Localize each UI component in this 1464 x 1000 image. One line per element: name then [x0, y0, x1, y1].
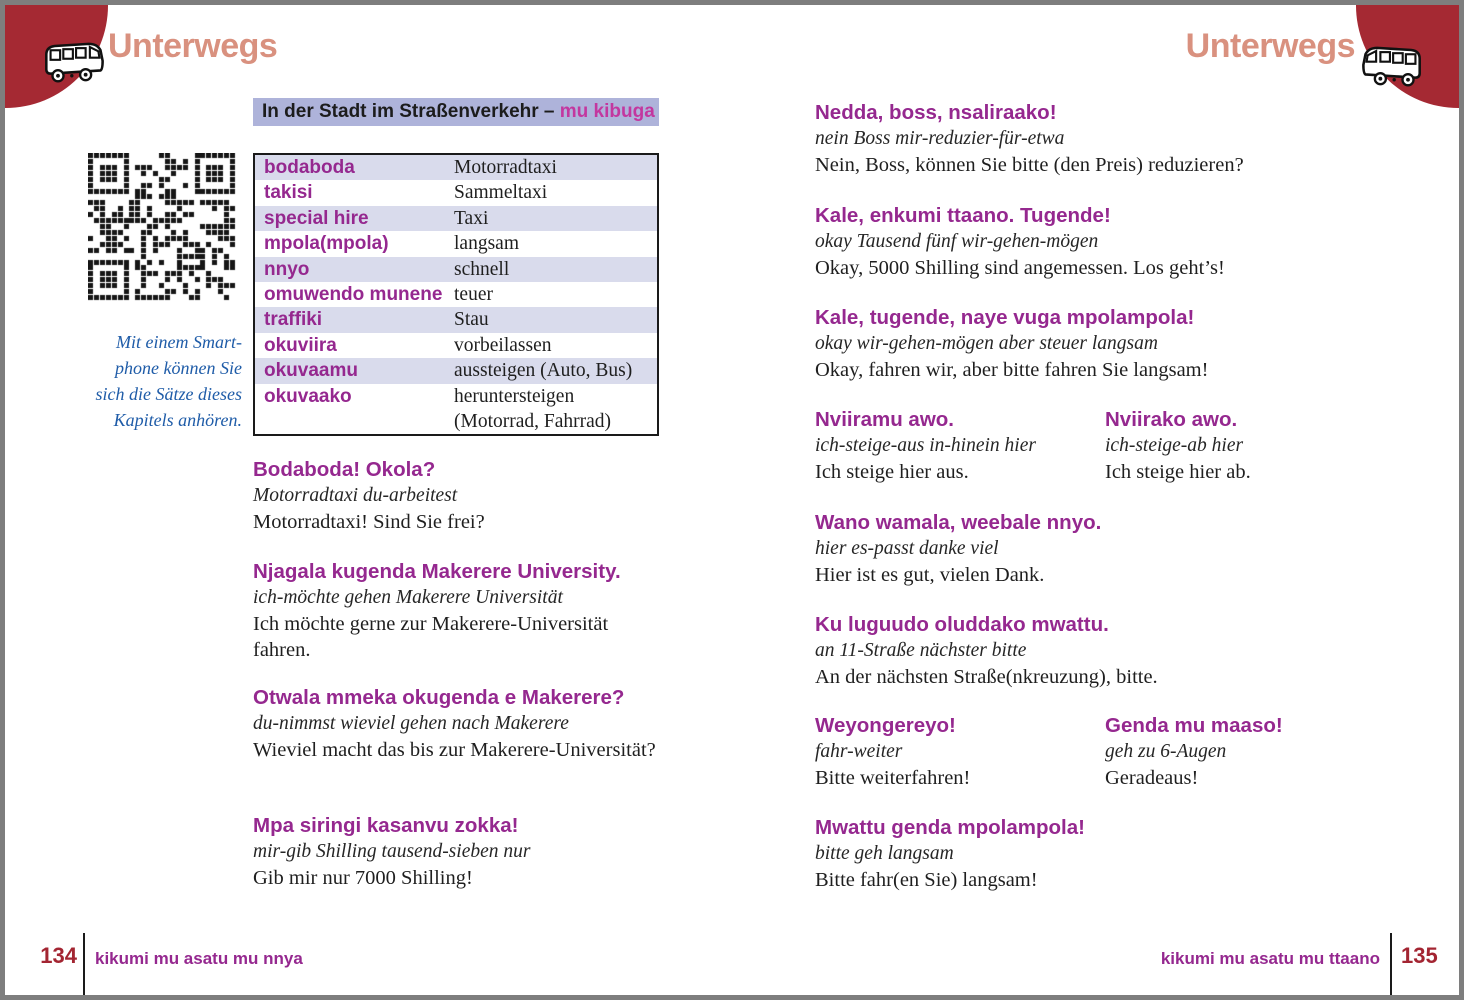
phrase-luganda: Njagala kugenda Makerere University. — [253, 560, 621, 583]
bus-icon — [1357, 41, 1425, 93]
vocab-german: heruntersteigen (Motorrad, Fahrrad) — [454, 385, 612, 433]
phrase-luganda: Mwattu genda mpolampola! — [815, 816, 1085, 839]
qr-caption-line: sich die Sätze dieses — [95, 384, 242, 404]
phrase-block — [1105, 713, 1385, 791]
phrase-block — [815, 203, 1405, 281]
vocab-luganda: nnyo — [264, 258, 310, 280]
phrase-gloss: ich-steige-aus in-hinein hier — [815, 435, 1036, 456]
vocab-german: Motorradtaxi — [454, 157, 557, 178]
chapter-title-left: Unterwegs — [108, 27, 278, 65]
phrase-luganda: Otwala mmeka okugenda e Makerere? — [253, 686, 625, 709]
vocab-german: langsam — [454, 233, 519, 255]
phrase-german: Nein, Boss, können Sie bitte (den Preis) reduzieren? — [815, 153, 1244, 176]
phrase-gloss: geh zu 6-Augen — [1105, 741, 1227, 762]
phrase-block — [815, 305, 1405, 383]
table-row — [255, 206, 657, 231]
phrase-gloss: fahr-weiter — [815, 741, 903, 762]
section-title-luganda: mu kibuga — [559, 101, 655, 122]
table-row — [255, 282, 657, 307]
page-number-left: 134 — [40, 943, 77, 968]
page-number-right: 135 — [1401, 943, 1438, 968]
phrase-gloss: ich-möchte gehen Makerere Universität — [253, 587, 563, 608]
phrase-german: Okay, fahren wir, aber bitte fahren Sie langsam! — [815, 358, 1209, 381]
vocab-luganda: takisi — [264, 182, 313, 204]
vocab-luganda: okuvaako — [264, 385, 352, 407]
phrase-block — [815, 612, 1405, 690]
phrase-gloss: nein Boss mir-reduzier-für-etwa — [815, 128, 1065, 149]
vocab-luganda: special hire — [264, 207, 369, 229]
phrase-block — [815, 100, 1405, 178]
vocab-german: Sammeltaxi — [454, 182, 548, 204]
phrase-german: Ich steige hier aus. — [815, 460, 969, 483]
vocab-german: aussteigen (Auto, Bus) — [454, 360, 633, 382]
bus-icon — [41, 37, 109, 89]
phrase-block — [253, 457, 673, 535]
table-row — [255, 231, 657, 256]
phrase-gloss: an 11-Straße nächster bitte — [815, 640, 1027, 661]
qr-caption-line: phone können Sie — [115, 358, 242, 378]
phrase-gloss: du-nimmst wieviel gehen nach Makerere — [253, 713, 569, 734]
vocab-german: teuer — [454, 284, 493, 306]
phrase-german: Wieviel macht das bis zur Makerere-Universität? — [253, 738, 656, 761]
vocab-luganda: bodaboda — [264, 157, 355, 178]
phrase-gloss: okay Tausend fünf wir-gehen-mögen — [815, 231, 1099, 252]
phrase-block — [815, 510, 1405, 588]
phrase-luganda: Bodaboda! Okola? — [253, 458, 436, 481]
footer-divider — [83, 933, 85, 995]
phrase-block — [815, 407, 1095, 485]
qr-caption-line: Kapitels anhören. — [113, 410, 242, 430]
vocab-luganda: okuvaamu — [264, 360, 358, 382]
phrase-block — [253, 685, 668, 763]
phrase-luganda: Nedda, boss, nsaliraako! — [815, 101, 1057, 124]
phrase-german: Motorradtaxi! Sind Sie frei? — [253, 510, 485, 533]
phrase-gloss: ich-steige-ab hier — [1105, 435, 1244, 456]
phrase-luganda: Mpa siringi kasanvu zokka! — [253, 814, 519, 837]
phrase-block — [815, 713, 1095, 791]
footer-caption-right: kikumi mu asatu mu ttaano — [1160, 949, 1380, 968]
vocab-luganda: omuwendo munene — [264, 284, 443, 306]
phrase-block — [253, 559, 668, 663]
phrase-luganda: Ku luguudo oluddako mwattu. — [815, 613, 1109, 636]
section-header — [253, 98, 659, 126]
phrase-luganda: Kale, enkumi ttaano. Tugende! — [815, 204, 1111, 227]
table-row — [255, 257, 657, 282]
phrase-gloss: okay wir-gehen-mögen aber steuer langsam — [815, 333, 1158, 354]
phrase-german: Bitte weiterfahren! — [815, 766, 971, 789]
footer-caption-left: kikumi mu asatu mu nnya — [95, 949, 303, 968]
phrase-luganda: Kale, tugende, naye vuga mpolampola! — [815, 306, 1195, 329]
phrase-german: Ich steige hier ab. — [1105, 460, 1251, 483]
phrase-german: Geradeaus! — [1105, 766, 1199, 789]
phrase-german: Gib mir nur 7000 Shilling! — [253, 866, 473, 889]
phrase-german: Bitte fahr(en Sie) langsam! — [815, 868, 1038, 891]
footer-divider — [1390, 933, 1392, 995]
phrase-luganda: Genda mu maaso! — [1105, 714, 1283, 737]
phrase-german: Ich möchte gerne zur Makerere-Universität fahren. — [253, 612, 609, 661]
qr-caption-line: Mit einem Smart- — [116, 332, 242, 352]
phrase-block — [253, 813, 673, 891]
phrase-block — [1105, 407, 1385, 485]
phrase-german: Hier ist es gut, vielen Dank. — [815, 563, 1045, 586]
vocab-german: Taxi — [454, 207, 489, 229]
phrase-german: Okay, 5000 Shilling sind angemessen. Los geht’s! — [815, 256, 1225, 279]
table-row — [255, 155, 657, 180]
table-row — [255, 180, 657, 205]
phrase-luganda: Wano wamala, weebale nnyo. — [815, 511, 1102, 534]
phrase-luganda: Weyongereyo! — [815, 714, 956, 737]
qr-code — [88, 153, 236, 301]
vocab-german: schnell — [454, 258, 510, 280]
vocab-luganda: traffiki — [264, 309, 323, 331]
vocabulary-table — [253, 153, 659, 436]
table-row — [255, 358, 657, 383]
vocab-luganda: mpola(mpola) — [264, 233, 389, 255]
vocab-luganda: okuviira — [264, 334, 337, 356]
phrase-luganda: Nviiramu awo. — [815, 408, 954, 431]
phrase-luganda: Nviirako awo. — [1105, 408, 1238, 431]
table-row — [255, 307, 657, 332]
phrase-gloss: bitte geh langsam — [815, 843, 954, 864]
vocab-german: vorbeilassen — [454, 334, 552, 356]
table-row — [255, 333, 657, 358]
phrase-gloss: Motorradtaxi du-arbeitest — [253, 485, 458, 506]
vocab-german: Stau — [454, 309, 489, 331]
chapter-title-right: Unterwegs — [1185, 27, 1355, 65]
phrase-block — [815, 815, 1405, 893]
qr-caption — [35, 329, 242, 433]
phrase-gloss: mir-gib Shilling tausend-sieben nur — [253, 841, 531, 862]
section-title-german: In der Stadt im Straßenverkehr – — [262, 101, 560, 122]
table-row — [255, 384, 657, 435]
phrase-german: An der nächsten Straße(nkreuzung), bitte. — [815, 665, 1158, 688]
phrase-gloss: hier es-passt danke viel — [815, 538, 999, 559]
